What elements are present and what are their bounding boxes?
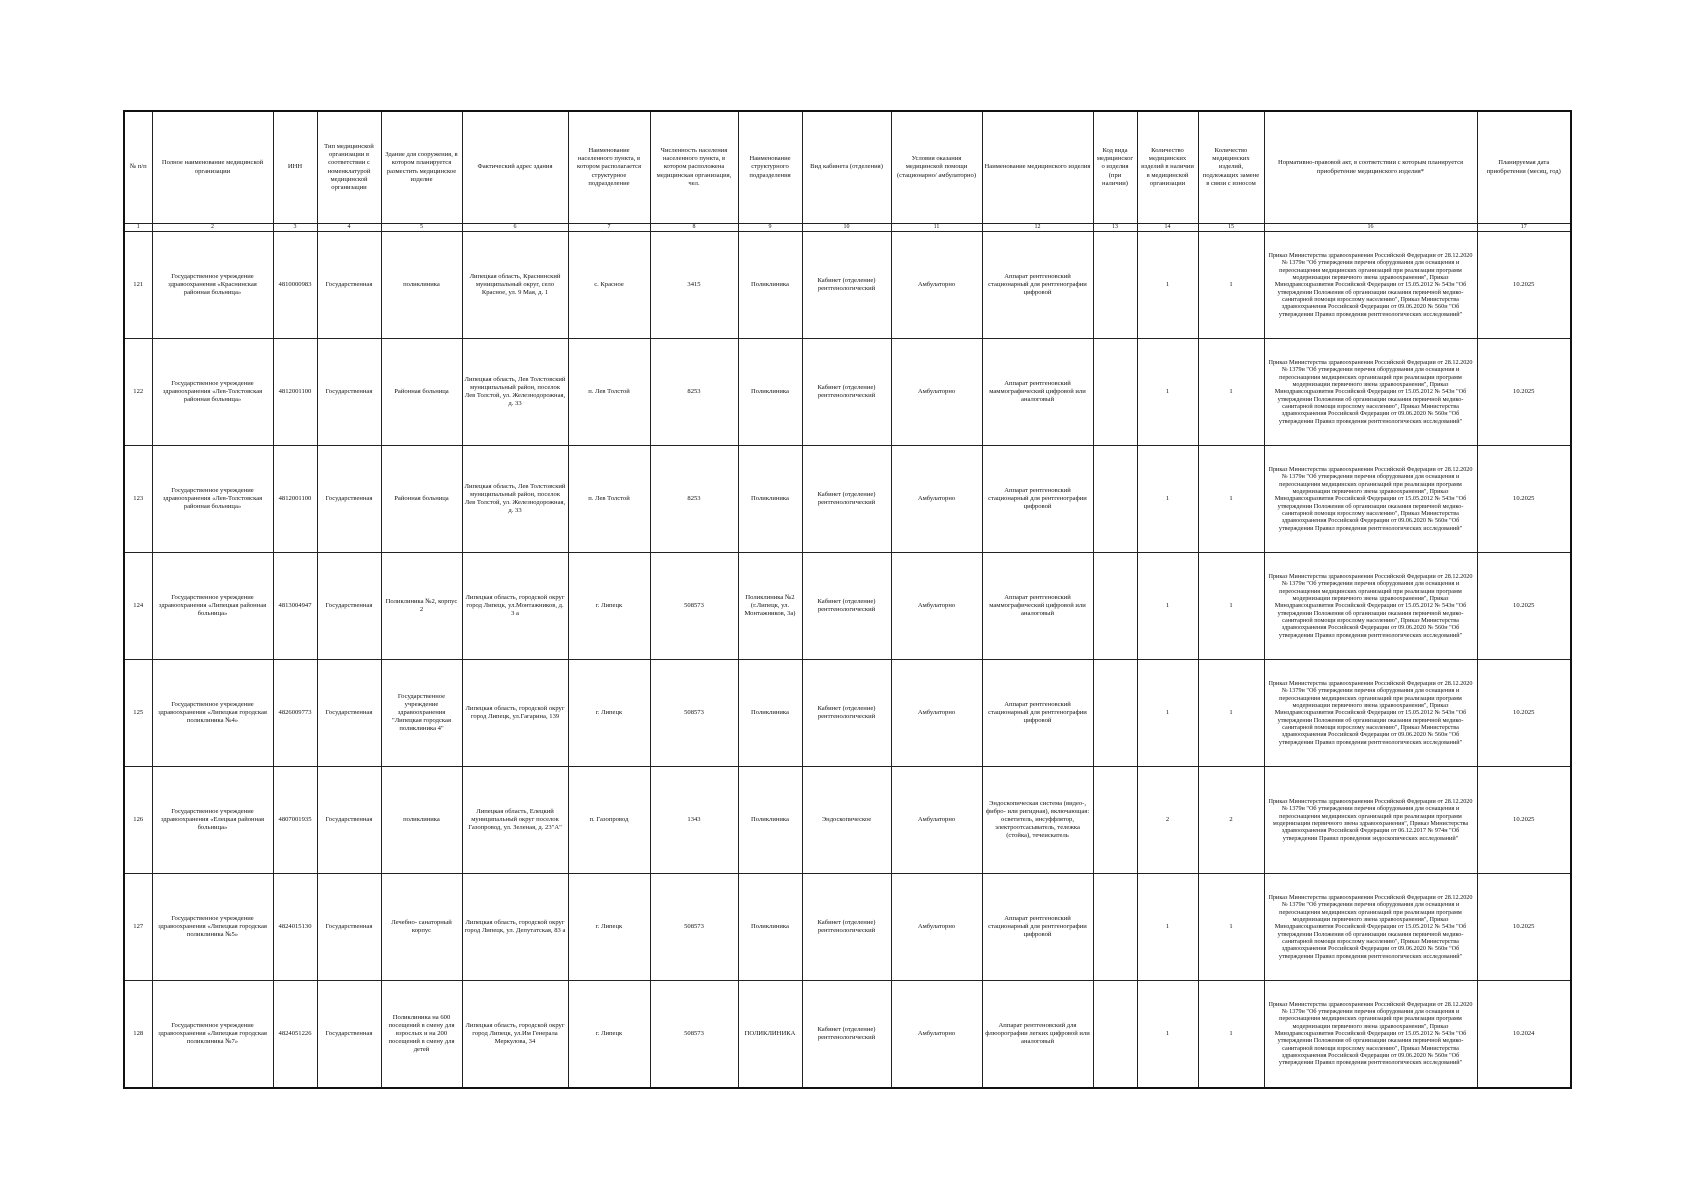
table-cell: Кабинет (отделение) рентгенологический (802, 553, 891, 660)
table-cell: 4826009773 (273, 660, 317, 767)
table-cell: Амбулаторно (891, 660, 982, 767)
table-cell: Государственная (317, 874, 381, 981)
table-cell: Приказ Министерства здравоохранения Российской Федерации от 28.12.2020 № 1379н "Об утверждении перечня оборудования для оснащения и переоснащения медицинских организаций при реализации программ модернизации первичного звена здравоохранения", Приказ Минздравсоцразвития Российской Федерации от 15.05.2012 № 543н "Об утверждении Положения об организации оказания первичной медико-санитарной помощи взрослому населению", Приказ Министерства здравоохранения Российской Федерации от 09.06.2020 № 560н "Об утверждении Правил проведения рентгенологических исследований" (1264, 874, 1477, 981)
table-cell: 127 (124, 874, 152, 981)
column-number-3: 3 (273, 224, 317, 232)
table-cell: Амбулаторно (891, 446, 982, 553)
table-row (124, 446, 1571, 553)
column-number-row (124, 224, 1571, 232)
table-cell: Липецкая область, городской округ город Липецк, ул. Депутатская, 83 а (462, 874, 568, 981)
column-number-10: 10 (802, 224, 891, 232)
table-cell: 508573 (650, 553, 738, 660)
table-cell: 10.2025 (1477, 339, 1571, 446)
table-cell: Государственное учреждение здравоохранения «Лев-Толстовская районная больница» (152, 446, 273, 553)
table-cell: Кабинет (отделение) рентгенологический (802, 232, 891, 339)
table-cell: 4824015130 (273, 874, 317, 981)
table-cell: 4810000983 (273, 232, 317, 339)
table-cell: 1 (1137, 874, 1198, 981)
table-cell: 10.2025 (1477, 232, 1571, 339)
table-cell: Поликлиника (738, 660, 802, 767)
table-cell: 125 (124, 660, 152, 767)
table-cell: Государственная (317, 553, 381, 660)
table-cell: Государственная (317, 446, 381, 553)
table-body (124, 232, 1571, 1088)
table-cell: Государственное учреждение здравоохранения «Краснинская районная больница» (152, 232, 273, 339)
column-number-5: 5 (381, 224, 462, 232)
table-cell: 122 (124, 339, 152, 446)
table-cell: п. Лев Толстой (568, 446, 650, 553)
table-cell: Районная больница (381, 446, 462, 553)
table-cell (1093, 339, 1137, 446)
column-number-14: 14 (1137, 224, 1198, 232)
table-cell: Государственное учреждение здравоохранения «Липецкая городская поликлиника №7» (152, 981, 273, 1088)
table-cell: Поликлиника (738, 446, 802, 553)
column-header-7: Наименование населенного пункта, в котором располагается структурное подразделение (568, 111, 650, 224)
table-cell: 1 (1198, 232, 1264, 339)
table-cell: Липецкая область, городской округ город Липецк, ул.Им Генерала Меркулова, 34 (462, 981, 568, 1088)
table-cell (1093, 553, 1137, 660)
column-header-12: Наименование медицинского изделия (982, 111, 1093, 224)
table-cell (1093, 446, 1137, 553)
table-cell: Кабинет (отделение) рентгенологический (802, 446, 891, 553)
table-cell: Аппарат рентгеновский стационарный для рентгенографии цифровой (982, 874, 1093, 981)
table-cell: Государственная (317, 339, 381, 446)
column-header-14: Количество медицинских изделий в наличии в медицинской организации (1137, 111, 1198, 224)
table-cell: 4824051226 (273, 981, 317, 1088)
table-cell: Липецкая область, городской округ город Липецк, ул.Монтажников, д. 3 а (462, 553, 568, 660)
table-cell: Государственное учреждение здравоохранения «Лев-Толстовская районная больница» (152, 339, 273, 446)
table-cell: ПОЛИКЛИНИКА (738, 981, 802, 1088)
table-cell (1093, 981, 1137, 1088)
table-cell: Государственное учреждение здравоохранения «Елецкая районная больница» (152, 767, 273, 874)
table-cell: 8253 (650, 446, 738, 553)
table-cell: п. Лев Толстой (568, 339, 650, 446)
table-cell: Аппарат рентгеновский стационарный для рентгенографии цифровой (982, 446, 1093, 553)
table-cell: 3415 (650, 232, 738, 339)
table-row (124, 339, 1571, 446)
table-cell: г. Липецк (568, 874, 650, 981)
column-header-9: Наименование структурного подразделения (738, 111, 802, 224)
table-row (124, 767, 1571, 874)
table-cell: Приказ Министерства здравоохранения Российской Федерации от 28.12.2020 № 1379н "Об утверждении перечня оборудования для оснащения и переоснащения медицинских организаций при реализации программ модернизации первичного звена здравоохранения", Приказ Минздравсоцразвития Российской Федерации от 15.05.2012 № 543н "Об утверждении Положения об организации оказания первичной медико-санитарной помощи взрослому населению", Приказ Министерства здравоохранения Российской Федерации от 09.06.2020 № 560н "Об утверждении Правил проведения рентгенологических исследований" (1264, 660, 1477, 767)
column-header-1: № п/п (124, 111, 152, 224)
table-row (124, 232, 1571, 339)
column-header-15: Количество медицинских изделий, подлежащих замене в связи с износом (1198, 111, 1264, 224)
table-cell: Государственная (317, 232, 381, 339)
table-cell: Государственное учреждение здравоохранения «Липецкая городская поликлиника №5» (152, 874, 273, 981)
table-cell: Амбулаторно (891, 981, 982, 1088)
column-number-12: 12 (982, 224, 1093, 232)
table-cell: Амбулаторно (891, 767, 982, 874)
table-cell: Аппарат рентгеновский маммографический цифровой или аналоговый (982, 553, 1093, 660)
column-header-16: Нормативно-правовой акт, в соответствии с которым планируется приобретение медицинского изделия* (1264, 111, 1477, 224)
table-cell: Аппарат рентгеновский стационарный для рентгенографии цифровой (982, 232, 1093, 339)
table-cell: 10.2025 (1477, 553, 1571, 660)
header-row (124, 111, 1571, 224)
table-row (124, 553, 1571, 660)
column-number-2: 2 (152, 224, 273, 232)
table-cell: Поликлиника (738, 232, 802, 339)
table-cell (1093, 232, 1137, 339)
table-cell: Амбулаторно (891, 874, 982, 981)
table-cell: 10.2025 (1477, 660, 1571, 767)
table-cell: Аппарат рентгеновский для флюорографии легких цифровой или аналоговый (982, 981, 1093, 1088)
table-cell: г. Липецк (568, 553, 650, 660)
table-cell: поликлиника (381, 767, 462, 874)
table-row (124, 660, 1571, 767)
column-header-11: Условия оказания медицинской помощи (стационарно/ амбулаторно) (891, 111, 982, 224)
table-cell: Эндоскопическая система (видео-, фибро- или ригидная), включающая: осветитель, инсуффлятор, электроотсасыватель, тележка (стойка), течеискатель (982, 767, 1093, 874)
column-number-1: 1 (124, 224, 152, 232)
table-cell: Поликлиника (738, 874, 802, 981)
table-cell: Амбулаторно (891, 339, 982, 446)
table-cell: Приказ Министерства здравоохранения Российской Федерации от 28.12.2020 № 1379н "Об утверждении перечня оборудования для оснащения и переоснащения медицинских организаций при реализации программ модернизации первичного звена здравоохранения", Приказ Минздравсоцразвития Российской Федерации от 15.05.2012 № 543н "Об утверждении Положения об организации оказания первичной медико-санитарной помощи взрослому населению", Приказ Министерства здравоохранения Российской Федерации от 09.06.2020 № 560н "Об утверждении Правил проведения рентгенологических исследований" (1264, 553, 1477, 660)
column-header-2: Полное наименование медицинской организации (152, 111, 273, 224)
table-cell: Поликлиника №2, корпус 2 (381, 553, 462, 660)
column-number-11: 11 (891, 224, 982, 232)
table-cell: 128 (124, 981, 152, 1088)
column-number-9: 9 (738, 224, 802, 232)
table-cell: Кабинет (отделение) рентгенологический (802, 874, 891, 981)
table-cell: Приказ Министерства здравоохранения Российской Федерации от 28.12.2020 № 1379н "Об утверждении перечня оборудования для оснащения и переоснащения медицинских организаций при реализации программ модернизации первичного звена здравоохранения", Приказ Министерства здравоохранения Российской Федерации от 06.12.2017 № 974н "Об утверждении Правил проведения эндоскопических исследований" (1264, 767, 1477, 874)
table-cell: 1 (1198, 446, 1264, 553)
table-row (124, 874, 1571, 981)
table-cell: Эндоскопическое (802, 767, 891, 874)
equipment-table (123, 110, 1572, 1089)
table-cell: 1 (1137, 981, 1198, 1088)
table-cell: г. Липецк (568, 660, 650, 767)
table-cell: 4812001100 (273, 446, 317, 553)
table-cell: Кабинет (отделение) рентгенологический (802, 981, 891, 1088)
table-cell: Приказ Министерства здравоохранения Российской Федерации от 28.12.2020 № 1379н "Об утверждении перечня оборудования для оснащения и переоснащения медицинских организаций при реализации программ модернизации первичного звена здравоохранения", Приказ Минздравсоцразвития Российской Федерации от 15.05.2012 № 543н "Об утверждении Положения об организации оказания первичной медико-санитарной помощи взрослому населению", Приказ Министерства здравоохранения Российской Федерации от 09.06.2020 № 560н "Об утверждении Правил проведения рентгенологических исследований" (1264, 446, 1477, 553)
table-cell: 1 (1137, 339, 1198, 446)
table-cell: Государственное учреждение здравоохранения «Липецкая городская поликлиника №4» (152, 660, 273, 767)
table-cell: 4807001935 (273, 767, 317, 874)
table-cell: Государственное учреждение здравоохранения «Липецкая районная больница» (152, 553, 273, 660)
table-cell: Липецкая область, городской округ город Липецк, ул.Гагарина, 139 (462, 660, 568, 767)
table-cell: 1 (1137, 660, 1198, 767)
table-cell: Лечебно- санаторный корпус (381, 874, 462, 981)
table-cell: поликлиника (381, 232, 462, 339)
table-cell: Приказ Министерства здравоохранения Российской Федерации от 28.12.2020 № 1379н "Об утверждении перечня оборудования для оснащения и переоснащения медицинских организаций при реализации программ модернизации первичного звена здравоохранения", Приказ Минздравсоцразвития Российской Федерации от 15.05.2012 № 543н "Об утверждении Положения об организации оказания первичной медико-санитарной помощи взрослому населению", Приказ Министерства здравоохранения Российской Федерации от 09.06.2020 № 560н "Об утверждении Правил проведения рентгенологических исследований" (1264, 981, 1477, 1088)
table-cell: Липецкая область, Лев Толстовский муниципальный район, поселок Лев Толстой, ул. Железнодорожная, д. 33 (462, 339, 568, 446)
table-cell: Липецкая область, Лев Толстовский муниципальный район, поселок Лев Толстой, ул. Железнодорожная, д. 33 (462, 446, 568, 553)
table-cell (1093, 874, 1137, 981)
table-cell: Районная больница (381, 339, 462, 446)
table-cell: Государственная (317, 660, 381, 767)
table-cell (1093, 660, 1137, 767)
column-number-8: 8 (650, 224, 738, 232)
table-cell: Липецкая область, Елецкий муниципальный округ поселок Газопровод, ул. Зеленая, д. 23"А" (462, 767, 568, 874)
table-cell: Поликлиника на 600 посещений в смену для взрослых и на 200 посещений в смену для детей (381, 981, 462, 1088)
table-cell: 508573 (650, 981, 738, 1088)
table-cell: 121 (124, 232, 152, 339)
table-cell: 10.2025 (1477, 874, 1571, 981)
table-cell: 1 (1198, 981, 1264, 1088)
table-cell: Поликлиника №2 (г.Липецк, ул. Монтажников, 3а) (738, 553, 802, 660)
column-header-5: Здание для сооружения, в котором планируется разместить медицинское изделие (381, 111, 462, 224)
column-number-15: 15 (1198, 224, 1264, 232)
table-cell: 4812001100 (273, 339, 317, 446)
table-cell: 126 (124, 767, 152, 874)
column-number-4: 4 (317, 224, 381, 232)
table-cell: Амбулаторно (891, 232, 982, 339)
table-cell: Приказ Министерства здравоохранения Российской Федерации от 28.12.2020 № 1379н "Об утверждении перечня оборудования для оснащения и переоснащения медицинских организаций при реализации программ модернизации первичного звена здравоохранения", Приказ Минздравсоцразвития Российской Федерации от 15.05.2012 № 543н "Об утверждении Положения об организации оказания первичной медико-санитарной помощи взрослому населению", Приказ Министерства здравоохранения Российской Федерации от 09.06.2020 № 560н "Об утверждении Правил проведения рентгенологических исследований" (1264, 339, 1477, 446)
table-cell: 10.2024 (1477, 981, 1571, 1088)
table-cell: 1 (1198, 339, 1264, 446)
column-header-17: Планируемая дата приобретения (месяц, год) (1477, 111, 1571, 224)
table-cell: 508573 (650, 874, 738, 981)
table-cell: 123 (124, 446, 152, 553)
table-cell: Кабинет (отделение) рентгенологический (802, 339, 891, 446)
column-header-4: Тип медицинской организации в соответствии с номенклатурой медицинской организации (317, 111, 381, 224)
table-cell: с. Красное (568, 232, 650, 339)
table-cell: 1343 (650, 767, 738, 874)
table-cell: Липецкая область, Краснинский муниципальный округ, село Красное, ул. 9 Мая, д. 1 (462, 232, 568, 339)
table-cell: Приказ Министерства здравоохранения Российской Федерации от 28.12.2020 № 1379н "Об утверждении перечня оборудования для оснащения и переоснащения медицинских организаций при реализации программ модернизации первичного звена здравоохранения", Приказ Минздравсоцразвития Российской Федерации от 15.05.2012 № 543н "Об утверждении Положения об организации оказания первичной медико-санитарной помощи взрослому населению", Приказ Министерства здравоохранения Российской Федерации от 09.06.2020 № 560н "Об утверждении Правил проведения рентгенологических исследований" (1264, 232, 1477, 339)
column-header-3: ИНН (273, 111, 317, 224)
table-cell: Поликлиника (738, 767, 802, 874)
table-cell: п. Газопровод (568, 767, 650, 874)
column-header-6: Фактический адрес здания (462, 111, 568, 224)
column-header-8: Численность населения населенного пункта, в котором расположена медицинская организация, чел. (650, 111, 738, 224)
column-number-13: 13 (1093, 224, 1137, 232)
column-number-17: 17 (1477, 224, 1571, 232)
table-cell: 10.2025 (1477, 446, 1571, 553)
table-cell: 124 (124, 553, 152, 660)
table-cell: 1 (1137, 232, 1198, 339)
column-header-10: Вид кабинета (отделения) (802, 111, 891, 224)
table-cell: Кабинет (отделение) рентгенологический (802, 660, 891, 767)
table-cell: Государственное учреждение здравоохранения "Липецкая городская поликлиника 4" (381, 660, 462, 767)
table-cell: 1 (1137, 446, 1198, 553)
table-cell: Амбулаторно (891, 553, 982, 660)
table-cell: 10.2025 (1477, 767, 1571, 874)
table-cell: Поликлиника (738, 339, 802, 446)
column-number-7: 7 (568, 224, 650, 232)
table-cell: 2 (1198, 767, 1264, 874)
column-number-16: 16 (1264, 224, 1477, 232)
table-cell: 4813004947 (273, 553, 317, 660)
table-cell: Аппарат рентгеновский маммографический цифровой или аналоговый (982, 339, 1093, 446)
table-cell: 1 (1137, 553, 1198, 660)
column-number-6: 6 (462, 224, 568, 232)
table-cell: Аппарат рентгеновский стационарный для рентгенографии цифровой (982, 660, 1093, 767)
table-cell: 1 (1198, 874, 1264, 981)
table-cell: 1 (1198, 553, 1264, 660)
table-cell: 1 (1198, 660, 1264, 767)
column-header-13: Код вида медицинского изделия (при наличии) (1093, 111, 1137, 224)
table-row (124, 981, 1571, 1088)
table-cell: Государственная (317, 767, 381, 874)
table-cell: 508573 (650, 660, 738, 767)
table-cell (1093, 767, 1137, 874)
table-cell: 8253 (650, 339, 738, 446)
table-cell: г. Липецк (568, 981, 650, 1088)
table-cell: Государственная (317, 981, 381, 1088)
table-cell: 2 (1137, 767, 1198, 874)
